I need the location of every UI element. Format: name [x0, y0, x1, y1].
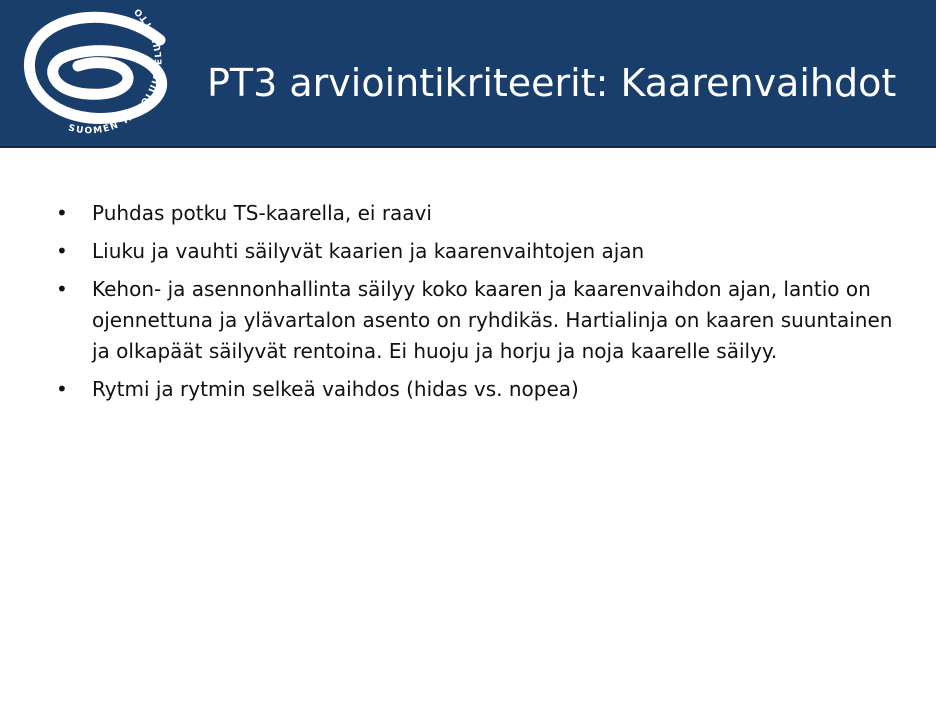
bullet-dot-icon: •: [56, 377, 68, 401]
slide-title: PT3 arviointikriteerit: Kaarenvaihdot: [207, 61, 897, 105]
bullet-text: Liuku ja vauhti säilyvät kaarien ja kaarenvaihtojen ajan: [92, 239, 645, 263]
bullet-dot-icon: •: [56, 201, 68, 225]
bullet-item: [56, 274, 906, 367]
bullet-text: Kehon- ja asennonhallinta säilyy koko kaaren ja kaarenvaihdon ajan, lantio on ojennettuna ja ylävartalon asento on ryhdikäs. Hartialinja on kaaren suuntainen ja olkapäät säilyvät rentoina. Ei huoju ja horju ja noja kaarelle säilyy.: [92, 277, 893, 363]
bullet-item: [56, 374, 906, 405]
bullet-dot-icon: •: [56, 239, 68, 263]
bullet-text: Puhdas potku TS-kaarella, ei raavi: [92, 201, 432, 225]
bullet-item: [56, 198, 906, 229]
svg-text:SUOMEN TAITOLUISTELULIITTO: SUOMEN TAITOLUISTELULIITTO: [67, 4, 165, 137]
slide-header: [0, 0, 936, 148]
bullet-dot-icon: •: [56, 277, 68, 301]
bullet-list: [56, 198, 906, 412]
bullet-text: Rytmi ja rytmin selkeä vaihdos (hidas vs. nopea): [92, 377, 579, 401]
suomen-taitoluisteluliitto-logo-icon: [0, 0, 210, 148]
bullet-item: [56, 236, 906, 267]
